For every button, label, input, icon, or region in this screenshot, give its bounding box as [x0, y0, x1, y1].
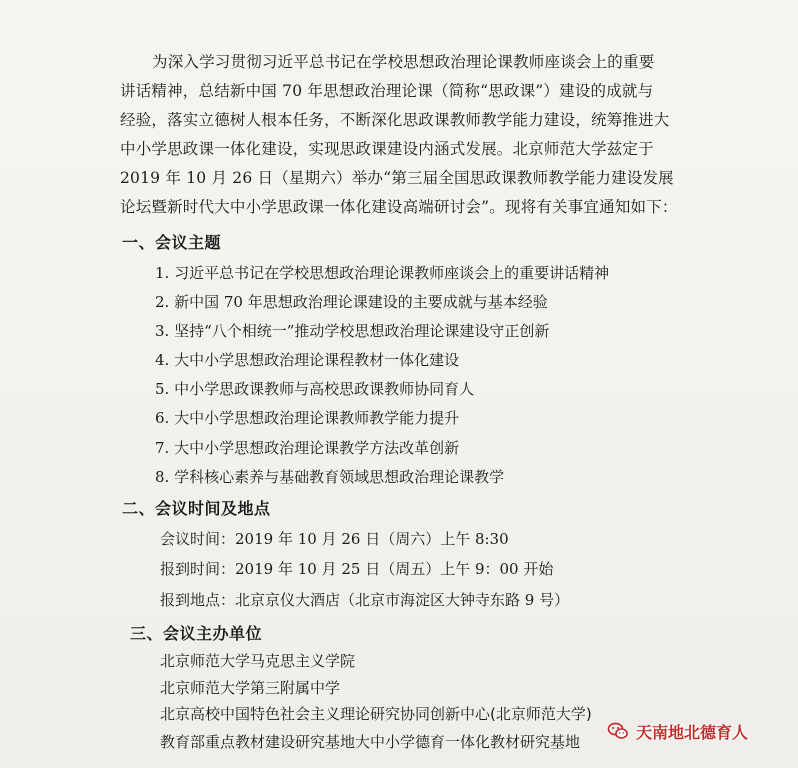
- organizer-item: 北京高校中国特色社会主义理论研究协同创新中心(北京师范大学): [160, 705, 592, 723]
- intro-line: 讲话精神，总结新中国 70 年思想政治理论课（简称“思政课”）建设的成就与: [120, 82, 654, 100]
- section-heading-organizers: 三、会议主办单位: [130, 624, 263, 643]
- theme-item: 2. 新中国 70 年思想政治理论课建设的主要成就与基本经验: [155, 293, 548, 311]
- organizer-item: 北京师范大学第三附属中学: [160, 679, 341, 697]
- intro-line: 2019 年 10 月 26 日（星期六）举办“第三届全国思政课教师教学能力建设发展: [120, 169, 674, 187]
- registration-place: 报到地点：北京京仪大酒店（北京市海淀区大钟寺东路 9 号）: [160, 591, 570, 609]
- intro-line: 经验，落实立德树人根本任务，不断深化思政课教师教学能力建设，统筹推进大: [120, 111, 670, 129]
- watermark-text: 天南地北德育人: [636, 722, 749, 742]
- meeting-time: 会议时间：2019 年 10 月 26 日（周六）上午 8:30: [160, 530, 509, 548]
- intro-paragraph: [120, 48, 690, 222]
- theme-item: 5. 中小学思政课教师与高校思政课教师协同育人: [155, 380, 475, 398]
- theme-item: 3. 坚持“八个相统一”推动学校思想政治理论课建设守正创新: [155, 322, 550, 340]
- organizer-item: 北京师范大学马克思主义学院: [160, 652, 356, 670]
- wechat-icon: [606, 719, 630, 743]
- theme-item: 4. 大中小学思想政治理论课程教材一体化建设: [155, 351, 460, 369]
- theme-item: 7. 大中小学思想政治理论课教学方法改革创新: [155, 439, 460, 457]
- theme-item: 8. 学科核心素养与基础教育领域思想政治理论课教学: [155, 468, 505, 486]
- intro-line: 中小学思政课一体化建设，实现思政课建设内涵式发展。北京师范大学兹定于: [120, 140, 654, 158]
- organizer-item: 教育部重点教材建设研究基地大中小学德育一体化教材研究基地: [160, 733, 581, 751]
- theme-item: 1. 习近平总书记在学校思想政治理论课教师座谈会上的重要讲话精神: [155, 264, 610, 282]
- section-heading-theme: 一、会议主题: [122, 233, 222, 252]
- watermark: [606, 718, 748, 744]
- theme-item: 6. 大中小学思想政治理论课教师教学能力提升: [155, 409, 460, 427]
- registration-time: 报到时间：2019 年 10 月 25 日（周五）上午 9：00 开始: [160, 560, 554, 578]
- section-heading-time-place: 二、会议时间及地点: [122, 499, 271, 518]
- intro-line: 为深入学习贯彻习近平总书记在学校思想政治理论课教师座谈会上的重要: [152, 53, 655, 71]
- intro-line: 论坛暨新时代大中小学思政课一体化建设高端研讨会”。现将有关事宜通知如下：: [120, 198, 678, 216]
